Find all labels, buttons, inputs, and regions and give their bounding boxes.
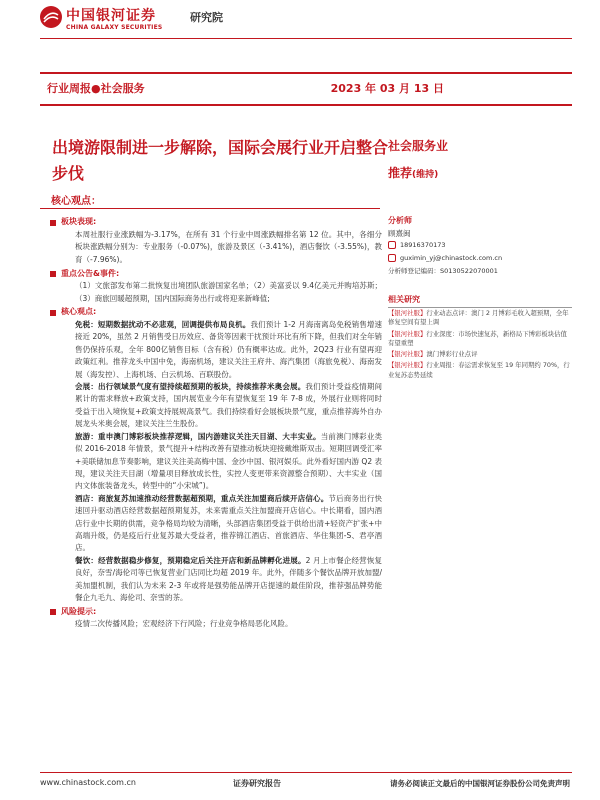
institute-label: 研究院 xyxy=(190,11,223,24)
rating-badge xyxy=(388,164,438,181)
footer-report-type: 证券研究报告 xyxy=(233,779,281,788)
paragraph-exhibition: 会展：出行领域景气度有望持续超预期的板块，持续推荐米奥会展。我们预计受益疫情期间累计的需求释放+政策支持，国内展览业今年有望恢复至 19 年 7-8 成，外展行业则将同时受益于出入境恢复+政策支持展规高景气。我们持续看好会展板块景气度，重点推荐海外自办展龙头米奥会展，建议关注兰生股份。 xyxy=(75,382,383,429)
report-title: 出境游限制进一步解除，国际会展行业开启整合步伐 xyxy=(52,138,389,183)
related-item[interactable]: 【银河社服】行业周报：春运需求恢复至 19 年同期约 70%，行业复苏态势延续 xyxy=(388,361,570,379)
header-divider xyxy=(40,38,572,39)
section-text: 疫情二次传播风险；宏观经济下行风险；行业竞争格局恶化风险。 xyxy=(75,619,293,629)
footer-disclaimer: 请务必阅读正文最后的中国银河证券股份公司免责声明 xyxy=(390,779,570,788)
related-item[interactable]: 【银河社服】行业动态点评：澳门 2 月博彩毛收入超预期，全年修复空间有望上调 xyxy=(388,309,569,327)
analyst-heading: 分析师 xyxy=(388,216,412,225)
rating-label: 推荐 xyxy=(388,166,413,180)
section-text: 本周社服行业涨跌幅为-3.17%，在所有 31 个行业中周涨跌幅排名第 12 位。其中，各细分板块涨跌幅分别为：专业服务（-0.07%)，旅游及景区（-3.41%)，酒店餐饮（-3.55%)，教育（-7.96%)。 xyxy=(75,230,382,264)
report-date: 2023 年 03 月 13 日 xyxy=(330,82,444,95)
section-heading: 风险提示: xyxy=(50,605,382,618)
core-views-divider xyxy=(40,208,380,209)
related-divider xyxy=(388,307,572,308)
rating-note: (维持) xyxy=(412,170,439,180)
analyst-phone: 18916370173 xyxy=(388,241,446,249)
section-heading: 板块表现: xyxy=(50,216,382,229)
bullet-square-icon xyxy=(50,271,56,277)
section-heading: 重点公告&事件: xyxy=(50,267,382,280)
industry-label: 社会服务业 xyxy=(388,139,449,153)
related-item[interactable]: 【银河社服】澳门博彩行业点评 xyxy=(388,350,478,359)
bullet-square-icon xyxy=(50,609,56,615)
section-heading: 核心观点: xyxy=(50,306,382,319)
related-research-list xyxy=(388,309,572,382)
footer-divider xyxy=(40,772,572,773)
core-views-heading: 核心观点： xyxy=(51,196,101,207)
paragraph-hotel: 酒店：商旅复苏加速推动经营数据超预期，重点关注加盟商后续开店信心。节后商务出行快速回升驱动酒店经营数据超预期复苏，未来需重点关注加盟商开店信心。中长期看，国内酒店行业中长期的供需，竞争格局均较为清晰，头部酒店集团受益于供给出清+轻资产扩张+中高端升级，仍是疫后行业复苏最大受益者，推荐锦江酒店、首旅酒店、华住集团-S、君亭酒店。 xyxy=(75,493,382,553)
analyst-name: 顾熹闽 xyxy=(388,229,411,238)
brand-name-en: CHINA GALAXY SECURITIES xyxy=(66,24,163,31)
report-category: 行业周报●社会服务 xyxy=(47,82,145,95)
bullet-square-icon xyxy=(50,220,56,226)
related-research-heading: 相关研究 xyxy=(388,295,420,304)
related-item[interactable]: 【银河社服】行业深度：市场快速复苏，新格局下博彩板块估值有望重塑 xyxy=(388,329,567,347)
main-content xyxy=(50,215,382,631)
section-text: （1）文旅部发布第二批恢复出境团队旅游国家名单；（2）美富妥以 9.4亿美元并购培苏斯；（3）商旅回暖超预期，国内国际商务出行或将迎来新峰值; xyxy=(75,281,382,303)
analyst-email[interactable]: guximin_yj@chinastock.com.cn xyxy=(388,254,502,262)
paragraph-tourism: 旅游：重申澳门博彩板块推荐逻辑，国内游建议关注天目湖、大丰实业。当前澳门博彩业类似 2016-2018 年情景，景气提升+结构改善有望推动板块迎接戴维斯双击。短期回调受汇率+美联储加息节奏影响，建议关注美高梅中国、金沙中国、银河娱乐。此外看好国内游 Q2 表现，建议关注天目湖（增量项目释放成长性，实控人变更带来资源整合预期）、大丰实业（国内文体旅装备龙头，转型中的“小宋城”)。 xyxy=(75,431,383,491)
brand-name: 中国银河证券 xyxy=(66,8,156,24)
analyst-registration: 分析师登记编码： S0130522070001 xyxy=(388,266,498,275)
bullet-square-icon xyxy=(50,310,56,316)
paragraph-duty-free: 免税：短期数据扰动不必悲观，回调提供布局良机。我们预计 1-2 月海南离岛免税销售增速接近 20%，虽然 2 月销售受日历效应、备货等因素干扰预计环比有所下降，但我们对全年销售仍保持乐观，全年 800亿销售目标（含有税）仍有概率达成。此外，2Q23 行业有望再迎政策红利。推荐龙头中国中免，海南机场，建议关注王府井、海汽集团（海旅免税）、海南发展（海发控）、上海机场、白云机场、百联股份。 xyxy=(75,320,382,379)
email-icon xyxy=(388,254,396,262)
paragraph-catering: 餐饮：经营数据稳步修复，预期稳定后关注开店和新品牌孵化进展。2 月上市餐企经营恢复良好，奈雪/海伦司等已恢复营业门店同比均超 2019 年。此外，伴随多个餐饮品牌开放加盟/美加盟机制，我们认为未来 2-3 年或将是强势能品牌开店提速的最佳阶段，推荐强品牌势能餐企九毛九、海伦司、奈雪的茶。 xyxy=(75,555,383,602)
footer-url-link[interactable]: www.chinastock.com.cn xyxy=(40,778,136,787)
company-logo-icon xyxy=(40,6,62,28)
phone-icon xyxy=(388,241,396,249)
